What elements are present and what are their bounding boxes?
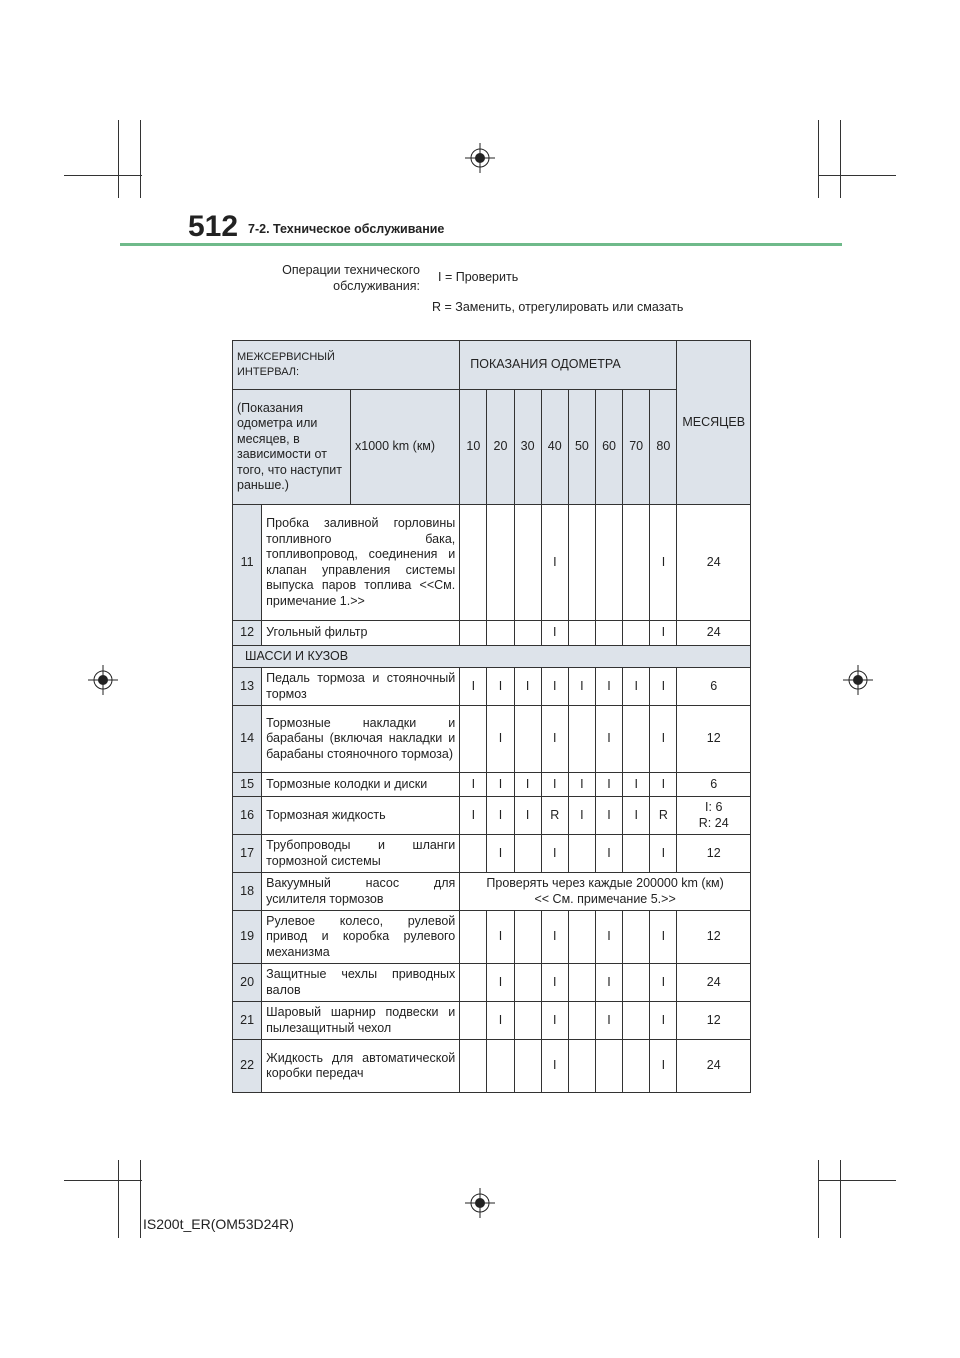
interval-cell: I <box>541 964 568 1002</box>
row-item: Рулевое колесо, рулевой привод и коробка рулевого механизма <box>262 911 460 964</box>
row-item: Тормозные накладки и барабаны (включая накладки и барабаны стояночного тормоза) <box>262 706 460 773</box>
interval-cell <box>460 505 487 620</box>
km-value: 80 <box>650 390 677 505</box>
crop-mark <box>840 1160 841 1238</box>
table-row <box>233 621 751 646</box>
months-cell: 12 <box>677 911 751 964</box>
km-value: 30 <box>514 390 541 505</box>
interval-cell <box>460 835 487 873</box>
months-cell: 12 <box>677 835 751 873</box>
row-number: 15 <box>233 773 262 797</box>
interval-cell <box>460 1040 487 1093</box>
interval-cell: I <box>568 668 595 706</box>
interval-cell: I <box>650 835 677 873</box>
interval-cell <box>568 621 595 646</box>
months-cell: 6 <box>677 668 751 706</box>
interval-cell: I <box>487 668 514 706</box>
header-subrow <box>233 390 460 505</box>
crop-mark <box>64 175 142 176</box>
interval-cell <box>623 1002 650 1040</box>
interval-cell <box>514 835 541 873</box>
interval-cell <box>596 505 623 620</box>
table-row <box>233 706 751 773</box>
interval-cell <box>514 706 541 773</box>
header-divider <box>120 243 842 246</box>
row-number: 18 <box>233 873 262 911</box>
interval-cell: I <box>650 911 677 964</box>
row-number: 13 <box>233 668 262 706</box>
document-code: IS200t_ER(OM53D24R) <box>143 1216 294 1232</box>
interval-cell <box>514 964 541 1002</box>
interval-cell: I <box>487 835 514 873</box>
crop-mark <box>118 120 119 198</box>
crop-mark <box>118 1160 119 1238</box>
interval-cell: I <box>487 773 514 797</box>
header-months: МЕСЯЦЕВ <box>677 341 751 505</box>
interval-cell: I <box>487 797 514 835</box>
table-row <box>233 1002 751 1040</box>
interval-cell <box>568 835 595 873</box>
table-row <box>233 797 751 835</box>
interval-cell <box>568 911 595 964</box>
crop-mark <box>840 120 841 198</box>
table-row <box>233 773 751 797</box>
interval-note-line: << См. примечание 5.>> <box>534 891 676 906</box>
interval-cell: I <box>568 797 595 835</box>
interval-cell <box>568 706 595 773</box>
crop-mark <box>64 1180 142 1181</box>
km-value: 50 <box>568 390 595 505</box>
interval-cell: R <box>541 797 568 835</box>
crop-mark <box>818 175 896 176</box>
interval-cell: I <box>595 773 622 797</box>
legend-inspect: I = Проверить <box>438 270 519 284</box>
months-replace: R: 24 <box>698 815 729 830</box>
months-cell <box>677 797 751 835</box>
crop-mark <box>140 1160 141 1238</box>
interval-note-cell <box>460 873 751 911</box>
interval-cell <box>515 505 542 620</box>
interval-cell <box>460 964 487 1002</box>
interval-cell: I <box>460 773 487 797</box>
odometer-unit: x1000 km (км) <box>355 439 436 454</box>
interval-cell <box>623 911 650 964</box>
interval-cell <box>568 1040 595 1093</box>
km-value: 10 <box>460 390 487 505</box>
interval-cell: I <box>623 797 650 835</box>
section-heading: ШАССИ И КУЗОВ <box>233 646 751 668</box>
interval-cell: I <box>541 1002 568 1040</box>
months-cell: 24 <box>677 964 751 1002</box>
row-number: 14 <box>233 706 262 773</box>
interval-cell: I <box>487 706 514 773</box>
registration-mark-icon <box>465 143 495 173</box>
interval-cell <box>569 505 596 620</box>
interval-cell <box>460 911 487 964</box>
interval-cell <box>460 621 487 646</box>
interval-note-line: Проверять через каждые 200000 km (км) <box>486 876 724 890</box>
maintenance-table <box>232 340 751 1093</box>
registration-mark-icon <box>843 665 873 695</box>
row-item: Трубопроводы и шланги тормозной системы <box>262 835 460 873</box>
interval-cell <box>487 505 514 620</box>
row-item: Защитные чехлы приводных валов <box>262 964 460 1002</box>
legend-label: Операции технического обслуживания: <box>282 263 420 293</box>
interval-cell: I <box>595 964 622 1002</box>
interval-cell <box>595 621 622 646</box>
interval-cell: I <box>623 773 650 797</box>
interval-cell: I <box>514 797 541 835</box>
interval-cell: I <box>650 621 677 646</box>
table-row <box>233 668 751 706</box>
interval-cell: I <box>650 773 677 797</box>
interval-cell: R <box>650 797 677 835</box>
interval-cell <box>595 1040 622 1093</box>
months-cell: 24 <box>677 505 751 621</box>
interval-cell: I <box>541 835 568 873</box>
months-cell: 6 <box>677 773 751 797</box>
interval-cell: I <box>595 1002 622 1040</box>
interval-cell: I <box>487 911 514 964</box>
interval-cell <box>623 1040 650 1093</box>
km-value: 70 <box>623 390 650 505</box>
km-value: 20 <box>487 390 514 505</box>
interval-cell: I <box>541 706 568 773</box>
months-cell: 24 <box>677 621 751 646</box>
table-row <box>233 1040 751 1093</box>
interval-cell <box>514 911 541 964</box>
interval-cell <box>623 964 650 1002</box>
interval-cell <box>514 1040 541 1093</box>
interval-cell: I <box>595 668 622 706</box>
table-row <box>233 964 751 1002</box>
interval-cell <box>623 621 650 646</box>
row-item: Тормозная жидкость <box>262 797 460 835</box>
row-number: 17 <box>233 835 262 873</box>
row-number: 12 <box>233 621 262 646</box>
interval-cell: I <box>541 621 568 646</box>
interval-cell <box>623 505 650 620</box>
table-row <box>233 873 751 911</box>
page-number: 512 <box>188 210 239 243</box>
section-title: 7-2. Техническое обслуживание <box>248 222 445 236</box>
interval-cell: I <box>514 668 541 706</box>
crop-mark <box>818 1180 896 1181</box>
interval-cell: I <box>487 1002 514 1040</box>
interval-cell: I <box>460 797 487 835</box>
interval-cell: I <box>487 964 514 1002</box>
interval-cell <box>487 1040 514 1093</box>
interval-cell <box>514 1002 541 1040</box>
row-item: Педаль тормоза и стояночный тормоз <box>262 668 460 706</box>
legend-replace: R = Заменить, отрегулировать или смазать <box>432 300 684 314</box>
row-number: 16 <box>233 797 262 835</box>
interval-cell: I <box>542 505 569 620</box>
interval-cell: I <box>541 1040 568 1093</box>
registration-mark-icon <box>88 665 118 695</box>
row-number: 20 <box>233 964 262 1002</box>
interval-cell: I <box>661 554 666 569</box>
months-cell: 12 <box>677 1002 751 1040</box>
interval-cell: I <box>595 911 622 964</box>
interval-cell: I <box>460 668 487 706</box>
interval-cell: I <box>595 706 622 773</box>
interval-cell <box>568 964 595 1002</box>
interval-cell <box>568 1002 595 1040</box>
row-number: 19 <box>233 911 262 964</box>
interval-cell: I <box>650 1040 677 1093</box>
interval-cell <box>460 1002 487 1040</box>
row-item: Тормозные колодки и диски <box>262 773 460 797</box>
row-item: Пробка заливной горловины топливного бака, топливопровод, соединения и клапан управления системы выпуска паров топлива <<См. примечание 1.>> <box>262 505 460 621</box>
interval-cell <box>623 706 650 773</box>
table-row <box>233 505 751 621</box>
header-interval: МЕЖСЕРВИСНЫЙ ИНТЕРВАЛ: <box>233 341 460 390</box>
row-item: Вакуумный насос для усилителя тормозов <box>262 873 460 911</box>
interval-cell <box>514 621 541 646</box>
row-item: Угольный фильтр <box>262 621 460 646</box>
interval-cell: I <box>623 668 650 706</box>
row-number: 22 <box>233 1040 262 1093</box>
interval-cell: I <box>541 668 568 706</box>
row-item: Жидкость для автоматической коробки передач <box>262 1040 460 1093</box>
months-cell: 24 <box>677 1040 751 1093</box>
months-cell: 12 <box>677 706 751 773</box>
row-number: 11 <box>233 505 262 621</box>
interval-cell: I <box>650 668 677 706</box>
crop-mark <box>818 120 819 198</box>
interval-cell: I <box>568 773 595 797</box>
interval-cell: I <box>541 773 568 797</box>
interval-cell: I <box>541 911 568 964</box>
interval-cell: I <box>595 835 622 873</box>
interval-note: (Показания одометра или месяцев, в зависимости от того, что наступит раньше.) <box>233 390 351 504</box>
table-row <box>233 911 751 964</box>
km-value: 60 <box>595 390 622 505</box>
row-item: Шаровый шарнир подвески и пылезащитный чехол <box>262 1002 460 1040</box>
registration-mark-icon <box>465 1188 495 1218</box>
months-inspect: I: 6 <box>705 800 723 814</box>
row-number: 21 <box>233 1002 262 1040</box>
crop-mark <box>818 1160 819 1238</box>
km-value: 40 <box>541 390 568 505</box>
table-row <box>233 835 751 873</box>
interval-cell <box>623 835 650 873</box>
interval-cell <box>460 706 487 773</box>
interval-cell: I <box>650 1002 677 1040</box>
crop-mark <box>140 120 141 198</box>
interval-cell <box>487 621 514 646</box>
interval-cell: I <box>650 706 677 773</box>
interval-cell: I <box>650 964 677 1002</box>
interval-cell: I <box>595 797 622 835</box>
header-odometer: ПОКАЗАНИЯ ОДОМЕТРА <box>460 341 677 390</box>
interval-cell: I <box>514 773 541 797</box>
